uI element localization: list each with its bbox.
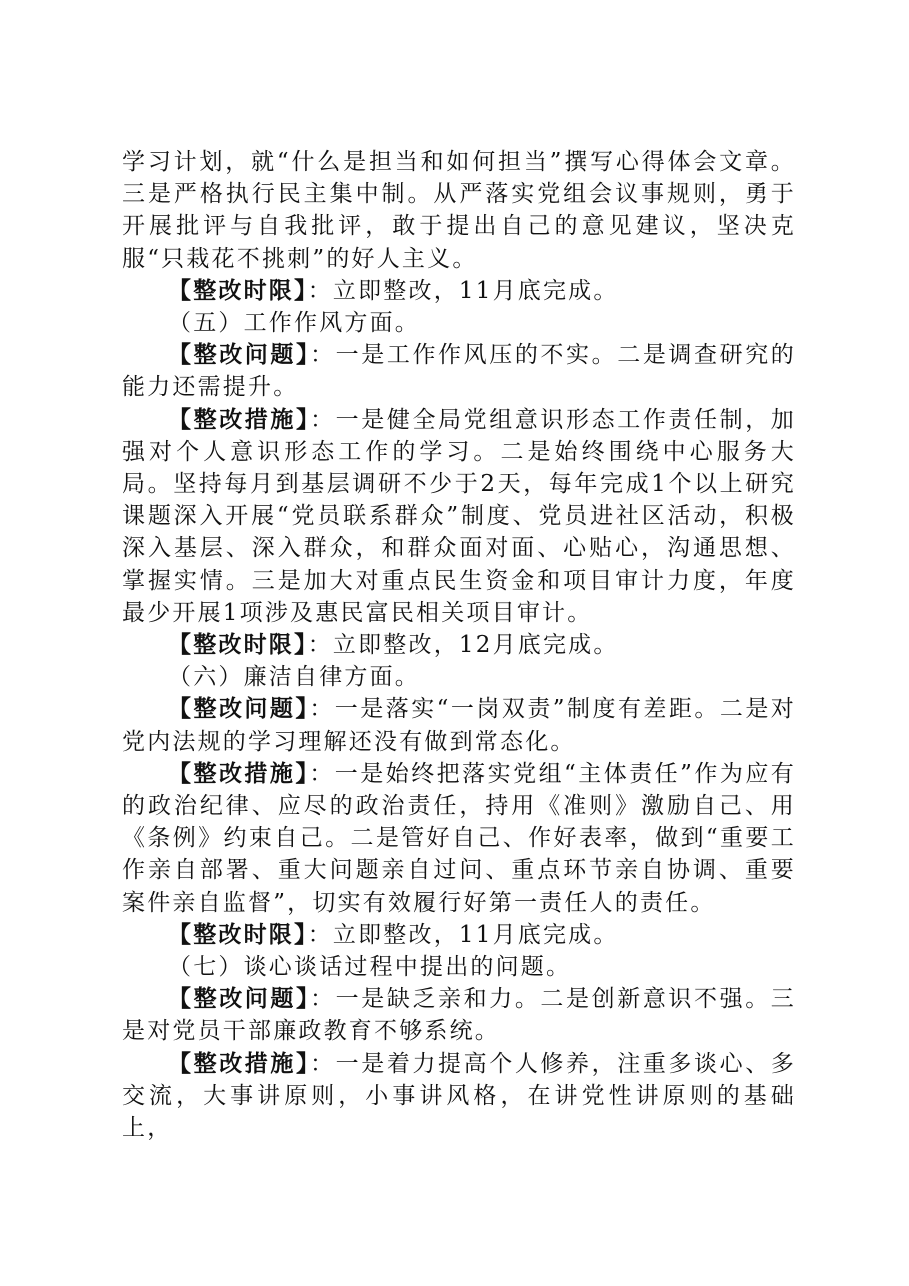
paragraph-text: （五）工作作风方面。 [168, 310, 420, 337]
paragraph-text: ：一是缺乏亲和力。二是创新意识不强。三是对党员干部廉政教育不够系统。 [122, 986, 796, 1045]
paragraph-label: 【整改措施】 [168, 1049, 311, 1077]
paragraph-text: ：一是始终把落实党组“主体责任”作为应有的政治纪律、应尽的政治责任，持用《准则》激励自己、用《条例》约束自己。二是管好自己、作好表率，做到“重要工作亲自部署、重大问题亲自过问、重点环节亲自协调、重要案件亲自监督”，切实有效履行好第一责任人的责任。 [122, 760, 796, 916]
paragraph-label: 【整改措施】 [168, 405, 311, 433]
paragraph-label: 【整改问题】 [168, 695, 310, 723]
paragraph-text: ：一是落实“一岗双责”制度有差距。二是对党内法规的学习理解还没有做到常态化。 [122, 696, 796, 755]
paragraph-12 [122, 983, 796, 1047]
paragraph-label: 【整改问题】 [168, 341, 311, 369]
paragraph-label: 【整改时限】 [168, 920, 308, 948]
paragraph-13 [122, 1048, 796, 1145]
paragraph-8 [122, 693, 796, 757]
paragraph-text: ：一是健全局党组意识形态工作责任制，加强对个人意识形态工作的学习。二是始终围绕中心服务大局。坚持每月到基层调研不少于2天，每年完成1个以上研究课题深入开展“党员联系群众”制度、党员进社区活动，积极深入基层、深入群众，和群众面对面、心贴心，沟通思想、掌握实情。三是加大对重点民生资金和项目审计力度，年度最少开展1项涉及惠民富民相关项目审计。 [122, 406, 796, 626]
paragraph-6 [122, 629, 796, 661]
paragraph-label: 【整改措施】 [168, 759, 310, 787]
paragraph-label: 【整改时限】 [168, 276, 308, 304]
paragraph-2 [122, 275, 796, 307]
paragraph-7 [122, 661, 796, 693]
paragraph-text: ：一是工作作风压的不实。二是调查研究的能力还需提升。 [122, 342, 796, 401]
paragraph-text: （七）谈心谈话过程中提出的问题。 [168, 954, 572, 981]
document-body [122, 146, 796, 1144]
paragraph-label: 【整改时限】 [168, 631, 308, 659]
paragraph-4 [122, 339, 796, 403]
paragraph-3 [122, 307, 796, 339]
paragraph-5 [122, 404, 796, 629]
paragraph-9 [122, 758, 796, 919]
paragraph-text: ：立即整改，11月底完成。 [307, 277, 619, 304]
paragraph-11 [122, 951, 796, 983]
paragraph-text: ：立即整改，11月底完成。 [307, 921, 619, 948]
paragraph-text: ：一是着力提高个人修养，注重多谈心、多交流，大事讲原则，小事讲风格，在讲党性讲原则的基础上， [122, 1050, 796, 1142]
paragraph-text: 学习计划，就“什么是担当和如何担当”撰写心得体会文章。三是严格执行民主集中制。从严落实党组会议事规则，勇于开展批评与自我批评，敢于提出自己的意见建议，坚决克服“只栽花不挑刺”的好人主义。 [122, 149, 796, 272]
paragraph-text: （六）廉洁自律方面。 [168, 664, 420, 691]
paragraph-label: 【整改问题】 [168, 985, 311, 1013]
paragraph-10 [122, 919, 796, 951]
paragraph-1 [122, 146, 796, 275]
paragraph-text: ：立即整改，12月底完成。 [307, 632, 619, 659]
